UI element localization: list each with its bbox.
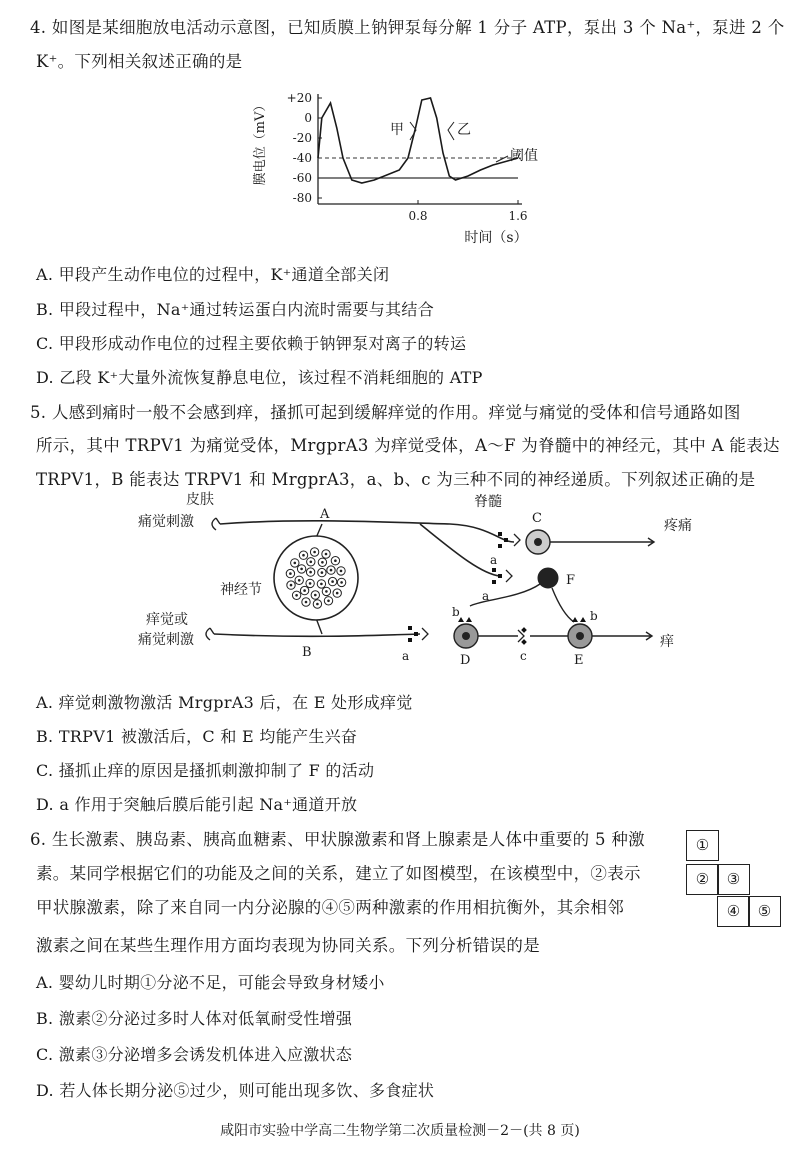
q5-option-d[interactable]: D. a 作用于突触后膜后能引起 Na⁺通道开放 — [36, 795, 358, 814]
ganglion-cell-nucleus — [289, 572, 292, 575]
y-tick-label: +20 — [286, 91, 312, 105]
hormone-cell-2: ② — [686, 864, 719, 895]
skin-label: 皮肤 — [186, 492, 214, 508]
svg-text:a: a — [490, 553, 498, 567]
q6-stem-line1: 6. 生长激素、胰岛素、胰高血糖素、甲状腺激素和肾上腺素是人体中重要的 5 种激 — [30, 830, 645, 849]
neuron-e-label: E — [574, 653, 584, 668]
receptor-ending-a — [212, 518, 220, 530]
ganglion-cell-nucleus — [321, 571, 324, 574]
q4-option-d[interactable]: D. 乙段 K⁺大量外流恢复静息电位，该过程不消耗细胞的 ATP — [36, 368, 483, 387]
ganglion-cell-nucleus — [331, 580, 334, 583]
y-tick-label: -80 — [292, 191, 312, 205]
neuron-d-label: D — [460, 653, 471, 668]
neuron-f-label: F — [566, 573, 576, 588]
svg-text:b: b — [590, 609, 598, 623]
q6-option-b[interactable]: B. 激素②分泌过多时人体对低氧耐受性增强 — [36, 1009, 353, 1028]
receptor-ending-b — [206, 628, 214, 640]
ganglion-cell-nucleus — [325, 553, 328, 556]
threshold-label: 阈值 — [510, 148, 538, 164]
ganglion-cell-nucleus — [309, 571, 312, 574]
q5-option-b[interactable]: B. TRPV1 被激活后，C 和 E 均能产生兴奋 — [36, 727, 358, 746]
itch-output-label: 痒 — [660, 634, 674, 650]
q6-option-c[interactable]: C. 激素③分泌增多会诱发机体进入应激状态 — [36, 1045, 353, 1064]
synapse-a-1 — [490, 532, 520, 567]
q6-option-d[interactable]: D. 若人体长期分泌⑤过少，则可能出现多饮、多食症状 — [36, 1081, 435, 1100]
yi-bracket — [448, 122, 454, 140]
ganglion-cell-nucleus — [305, 601, 308, 604]
ganglion-cell-nucleus — [294, 562, 297, 565]
ganglion-cell-nucleus — [314, 594, 317, 597]
y-tick-label: -60 — [292, 171, 312, 185]
pain-output-label: 疼痛 — [664, 518, 692, 534]
neuron-b-axon — [214, 634, 420, 636]
ganglion-cell-nucleus — [340, 570, 343, 573]
ganglion-cell-nucleus — [336, 592, 339, 595]
ganglion-cell-nucleus — [316, 603, 319, 606]
svg-text:a: a — [402, 649, 410, 663]
neuron-a-label: A — [320, 507, 330, 522]
spinal-label: 脊髓 — [474, 494, 502, 510]
e-output — [592, 632, 652, 640]
q5-option-a[interactable]: A. 痒觉刺激物激活 MrgprA3 后，在 E 处形成痒觉 — [36, 693, 413, 712]
ganglion-cell-nucleus — [313, 551, 316, 554]
chart-ylabel: 膜电位（mV） — [253, 98, 268, 186]
ganglion-cell-nucleus — [300, 568, 303, 571]
q5-stem-line3: TRPV1，B 能表达 TRPV1 和 MrgprA3，a、b、c 为三种不同的神经递质。下列叙述正确的是 — [36, 470, 756, 489]
f-to-e — [552, 588, 574, 622]
y-tick-label: -20 — [292, 131, 312, 145]
neuron-b-label: B — [302, 645, 312, 660]
q5-stem-line2: 所示，其中 TRPV1 为痛觉受体，MrgprA3 为痒觉受体，A～F 为脊髓中的神经元，其中 A 能表达 — [36, 436, 780, 455]
label-jia: 甲 — [390, 122, 404, 138]
ganglion-cell-nucleus — [320, 583, 323, 586]
q4-option-b[interactable]: B. 甲段过程中，Na⁺通过转运蛋白内流时需要与其结合 — [36, 300, 435, 319]
ganglion-cell-nucleus — [325, 590, 328, 593]
neuron-c-label: C — [532, 511, 542, 526]
page-footer: 咸阳市实验中学高二生物学第二次质量检测－2－(共 8 页) — [220, 1123, 580, 1139]
ganglion-cell-nucleus — [298, 579, 301, 582]
ganglion-cell-nucleus — [303, 589, 306, 592]
itch-stim-label-2: 痛觉刺激 — [138, 632, 194, 648]
x-tick-label: 1.6 — [508, 209, 528, 223]
q5-stem-line1: 5. 人感到痛时一般不会感到痒，搔抓可起到缓解痒觉的作用。痒觉与痛觉的受体和信号通路如图 — [30, 403, 741, 422]
q5-option-c[interactable]: C. 搔抓止痒的原因是搔抓刺激抑制了 F 的活动 — [36, 761, 375, 780]
q4-stem-line1: 4. 如图是某细胞放电活动示意图，已知质膜上钠钾泵每分解 1 分子 ATP，泵出 3 个 Na⁺，泵进 2 个 — [30, 18, 785, 37]
pain-stim-label: 痛觉刺激 — [138, 514, 194, 530]
hormone-cell-5: ⑤ — [748, 896, 781, 927]
ganglion-cell-nucleus — [340, 581, 343, 584]
e-b-mark — [572, 617, 586, 622]
hormone-cell-4: ④ — [717, 896, 750, 927]
synapse-a-2 — [482, 568, 512, 603]
chart-xlabel: 时间（s） — [464, 230, 528, 246]
svg-text:c: c — [520, 649, 527, 663]
q6-stem-line4: 激素之间在某些生理作用方面均表现为协同关系。下列分析错误的是 — [36, 936, 540, 955]
y-tick-label: -40 — [292, 151, 312, 165]
ganglion-cell-nucleus — [321, 561, 324, 564]
x-tick-label: 0.8 — [408, 209, 428, 223]
itch-stim-label-1: 痒觉或 — [146, 612, 188, 628]
f-to-d — [470, 584, 540, 606]
itch-pain-pathway-diagram — [120, 488, 700, 668]
q6-stem-line3: 甲状腺激素，除了来自同一内分泌腺的④⑤两种激素的作用相抗衡外，其余相邻 — [36, 898, 624, 917]
synapse-a-3 — [402, 626, 428, 663]
ganglion-cell-nucleus — [302, 554, 305, 557]
ganglion-label: 神经节 — [220, 582, 262, 598]
q4-option-c[interactable]: C. 甲段形成动作电位的过程主要依赖于钠钾泵对离子的转运 — [36, 334, 467, 353]
label-yi: 乙 — [457, 122, 471, 138]
potential-curve — [318, 98, 518, 183]
membrane-potential-chart — [250, 82, 570, 252]
c-output — [550, 538, 654, 546]
hormone-cell-3: ③ — [717, 864, 750, 895]
synapse-c — [518, 627, 527, 663]
d-b-mark — [458, 617, 472, 622]
y-tick-label: 0 — [304, 111, 312, 125]
ganglion-cell-nucleus — [330, 569, 333, 572]
neuron-f — [538, 568, 558, 588]
svg-text:a: a — [482, 589, 490, 603]
ganglion-cell-nucleus — [327, 600, 330, 603]
ganglion-cell-nucleus — [295, 594, 298, 597]
ganglion-cell-nucleus — [290, 584, 293, 587]
q4-option-a[interactable]: A. 甲段产生动作电位的过程中，K⁺通道全部关闭 — [36, 265, 390, 284]
q6-stem-line2: 素。某同学根据它们的功能及之间的关系，建立了如图模型，在该模型中，②表示 — [36, 864, 641, 883]
ganglion-cell-nucleus — [310, 561, 313, 564]
ganglion-cell-nucleus — [309, 582, 312, 585]
q6-option-a[interactable]: A. 婴幼儿时期①分泌不足，可能会导致身材矮小 — [36, 973, 385, 992]
q4-stem-line2: K⁺。下列相关叙述正确的是 — [36, 52, 243, 71]
ganglion-cell-nucleus — [334, 559, 337, 562]
hormone-cell-1: ① — [686, 830, 719, 861]
neuron-a-axon — [220, 521, 514, 542]
svg-text:b: b — [452, 605, 460, 619]
